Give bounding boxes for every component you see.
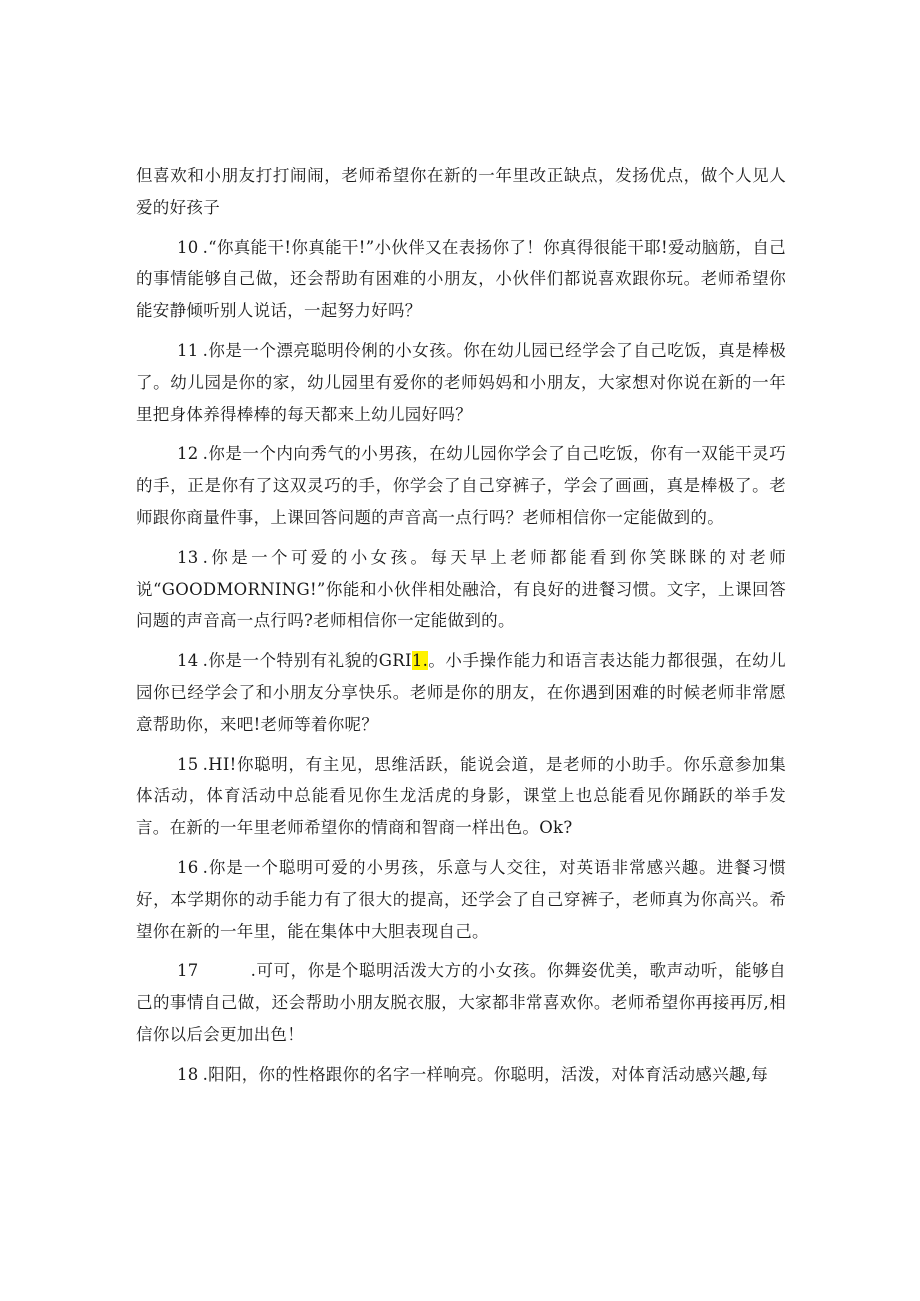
paragraph-text: .你是一个内向秀气的小男孩，在幼儿园你学会了自己吃饭，你有一双能干灵巧的手，正是你有了这双灵巧的手，你学会了自己穿裤子，学会了画画，真是棒极了。老师跟你商量件事，上课回答问题的声音高一点行吗？老师相信你一定能做到的。 xyxy=(136,444,786,527)
paragraph-10 xyxy=(136,232,786,327)
paragraph-text: .HI!你聪明，有主见，思维活跃，能说会道，是老师的小助手。你乐意参加集体活动，体育活动中总能看见你生龙活虎的身影，课堂上也总能看见你踊跃的举手发言。在新的一年里老师希望你的情商和智商一样出色。Ok? xyxy=(136,754,786,838)
paragraph-16 xyxy=(136,852,786,947)
paragraph-number: 11 xyxy=(177,340,199,360)
paragraph-number: 10 xyxy=(177,237,199,257)
paragraph-12 xyxy=(136,438,786,533)
paragraph-number: 15 xyxy=(177,754,199,774)
paragraph-text: .你是一个特别有礼貌的GRI xyxy=(202,651,412,671)
paragraph-continued xyxy=(136,160,786,224)
paragraph-text: .阳阳，你的性格跟你的名字一样响亮。你聪明，活泼，对体育活动感兴趣,每 xyxy=(202,1064,769,1084)
paragraph-13 xyxy=(136,542,786,637)
paragraph-number: 12 xyxy=(177,444,199,464)
paragraph-18 xyxy=(136,1059,786,1091)
paragraph-15 xyxy=(136,749,786,844)
paragraph-number: 16 xyxy=(177,857,199,877)
paragraph-11 xyxy=(136,335,786,430)
paragraph-number: 14 xyxy=(177,651,199,671)
paragraph-text: .可可，你是个聪明活泼大方的小女孩。你舞姿优美，歌声动听，能够自己的事情自己做，还会帮助小朋友脱衣服，大家都非常喜欢你。老师希望你再接再厉,相信你以后会更加出色！ xyxy=(136,961,786,1044)
paragraph-text: .你是一个漂亮聪明伶俐的小女孩。你在幼儿园已经学会了自己吃饭，真是棒极了。幼儿园是你的家，幼儿园里有爱你的老师妈妈和小朋友，大家想对你说在新的一年里把身体养得棒棒的每天都来上幼儿园好吗？ xyxy=(136,340,786,424)
paragraph-text: 。小手操作能力和语言表达能力都很强，在幼儿园你已经学会了和小朋友分享快乐。老师是你的朋友，在你遇到困难的时候老师非常愿意帮助你，来吧!老师等着你呢？ xyxy=(136,651,786,734)
document-page xyxy=(136,160,786,1099)
paragraph-number: 17 xyxy=(177,961,199,981)
paragraph-text: 但喜欢和小朋友打打闹闹，老师希望你在新的一年里改正缺点，发扬优点，做个人见人爱的好孩子 xyxy=(136,166,786,217)
highlighted-text: 1. xyxy=(411,651,429,671)
paragraph-number: 13 xyxy=(177,547,199,567)
paragraph-text: .你是一个可爱的小女孩。每天早上老师都能看到你笑眯眯的对老师说“GOODMORNING!”你能和小伙伴相处融洽，有良好的进餐习惯。文字，上课回答问题的声音高一点行吗?老师相信你一定能做到的。 xyxy=(136,547,786,631)
paragraph-number: 18 xyxy=(177,1064,199,1084)
paragraph-text: .“你真能干!你真能干!”小伙伴又在表扬你了！你真得很能干耶!爱动脑筋，自己的事情能够自己做，还会帮助有困难的小朋友，小伙伴们都说喜欢跟你玩。老师希望你能安静倾听别人说话，一起努力好吗？ xyxy=(136,237,786,321)
paragraph-text: .你是一个聪明可爱的小男孩，乐意与人交往，对英语非常感兴趣。进餐习惯好，本学期你的动手能力有了很大的提高，还学会了自己穿裤子，老师真为你高兴。希望你在新的一年里，能在集体中大胆表现自己。 xyxy=(136,857,786,941)
paragraph-14 xyxy=(136,645,786,740)
paragraph-17 xyxy=(136,955,786,1050)
